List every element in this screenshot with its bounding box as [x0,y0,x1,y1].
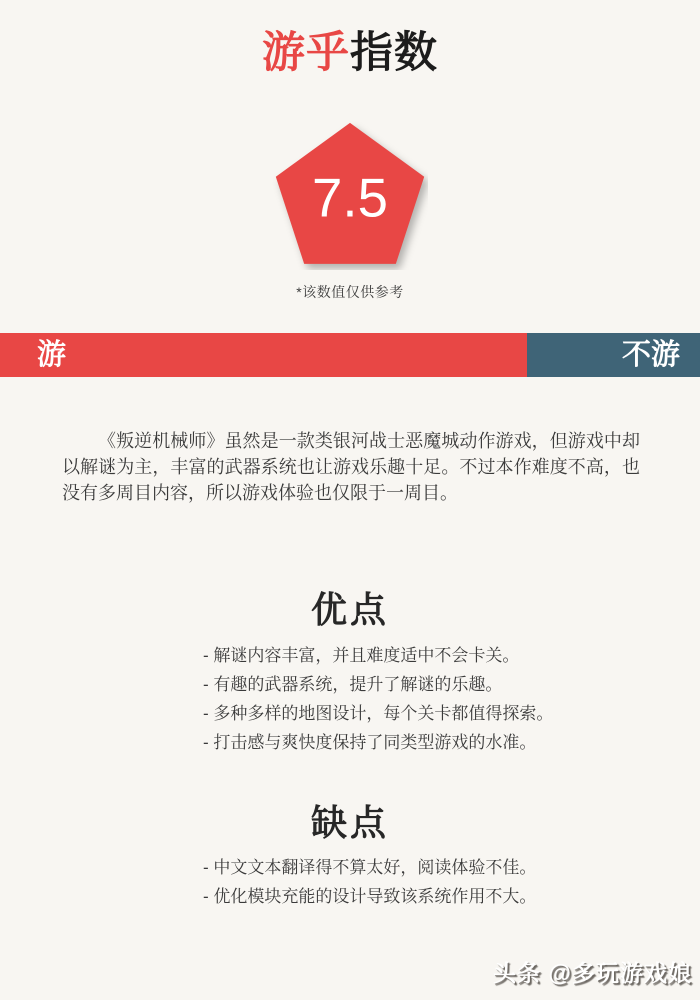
title-suffix: 指数 [350,30,438,77]
cons-list [203,853,536,911]
pros-list-item: - 多种多样的地图设计，每个关卡都值得探索。 [203,704,554,723]
pros-title: 优点 [310,590,389,630]
cons-list-item: - 中文文本翻译得不算太好，阅读体验不佳。 [203,858,537,877]
score-caption: *该数值仅供参考 [296,284,404,300]
cons-list-item: - 优化模块充能的设计导致该系统作用不大。 [203,887,537,906]
pentagon-svg [272,120,428,270]
pros-list-item: - 解谜内容丰富，并且难度适中不会卡关。 [203,646,520,665]
vote-bar [0,333,700,377]
page-title [0,28,700,80]
vote-bar-right [527,333,700,377]
vote-left-label: 游 [37,339,67,371]
review-paragraph: 《叛逆机械师》虽然是一款类银河战士恶魔城动作游戏，但游戏中却以解谜为主，丰富的武器系统也让游戏乐趣十足。不过本作难度不高，也没有多周目内容，所以游戏体验也仅限于一周目。 [62,431,640,503]
pros-list-item: - 有趣的武器系统，提升了解谜的乐趣。 [203,675,503,694]
vote-bar-left [0,333,527,377]
score-pentagon [272,120,428,270]
pros-list [203,641,553,757]
watermark: 头条 @多玩游戏娘 [493,960,692,986]
vote-right-label: 不游 [621,339,680,371]
title-brand-red: 游乎 [262,30,350,77]
pros-list-item: - 打击感与爽快度保持了同类型游戏的水准。 [203,733,537,752]
score-value: 7.5 [312,167,388,229]
cons-title: 缺点 [310,803,389,843]
